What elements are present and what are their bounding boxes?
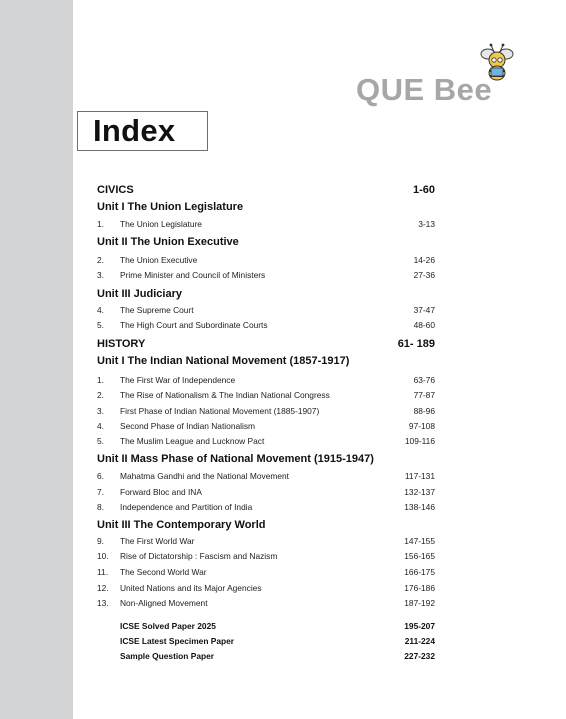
toc-entry-label: The First World War [120, 536, 195, 546]
toc-entry[interactable] [97, 471, 435, 481]
toc-unit-heading[interactable] [97, 519, 435, 531]
toc-entry-number: 3. [97, 406, 104, 416]
toc-extra-entry[interactable] [97, 636, 435, 646]
brand-logo [356, 40, 521, 107]
toc-entry-label: CIVICS [97, 184, 134, 196]
toc-entry[interactable] [97, 375, 435, 385]
toc-entry[interactable] [97, 270, 435, 280]
toc-entry-number: 12. [97, 583, 109, 593]
toc-entry-pages: 187-192 [404, 598, 435, 608]
toc-entry-number: 5. [97, 436, 104, 446]
toc-entry[interactable] [97, 436, 435, 446]
toc-entry-number: 13. [97, 598, 109, 608]
toc-entry-label: First Phase of Indian National Movement (1885-1907) [120, 406, 320, 416]
toc-entry-label: Unit III The Contemporary World [97, 519, 266, 531]
toc-entry-label: ICSE Latest Specimen Paper [120, 636, 235, 646]
toc-entry-number: 9. [97, 536, 104, 546]
toc-entry-number: 7. [97, 487, 104, 497]
toc-entry-pages: 227-232 [404, 651, 435, 661]
toc-entry-label: Sample Question Paper [120, 651, 215, 661]
toc-entry-label: The Rise of Nationalism & The Indian National Congress [120, 390, 330, 400]
toc-entry[interactable] [97, 551, 435, 561]
toc-entry-pages: 176-186 [404, 583, 435, 593]
toc-unit-heading[interactable] [97, 288, 435, 300]
toc-entry-number: 4. [97, 421, 104, 431]
toc-entry-label: The Union Legislature [120, 219, 202, 229]
toc-entry-number: 3. [97, 270, 104, 280]
toc-entry[interactable] [97, 255, 435, 265]
toc-entry-pages: 117-131 [404, 471, 435, 481]
toc-entry-number: 4. [97, 305, 104, 315]
toc-entry[interactable] [97, 487, 435, 497]
toc-entry-number: 1. [97, 375, 104, 385]
toc-entry-pages: 61- 189 [397, 338, 435, 350]
toc-entry[interactable] [97, 583, 435, 593]
toc-entry-pages: 3-13 [418, 219, 435, 229]
toc-entry-number: 2. [97, 255, 104, 265]
toc-extra-entry[interactable] [97, 621, 435, 631]
toc-entry-pages: 166-175 [404, 567, 435, 577]
toc-entry-label: The First War of Independence [120, 375, 236, 385]
toc-section-heading[interactable] [97, 184, 435, 196]
toc-entry-label: Prime Minister and Council of Ministers [120, 270, 266, 280]
brand-name: QUE Bee [356, 72, 493, 107]
toc-entry[interactable] [97, 502, 435, 512]
toc-entry-pages: 37-47 [413, 305, 435, 315]
toc-entry-number: 10. [97, 551, 109, 561]
toc-entry-pages: 88-96 [413, 406, 435, 416]
toc-entry-number: 2. [97, 390, 104, 400]
page-title: Index [93, 113, 176, 148]
toc-entry-label: HISTORY [97, 338, 146, 350]
toc-entry-pages: 27-36 [413, 270, 435, 280]
toc-entry-label: United Nations and its Major Agencies [120, 583, 262, 593]
toc-unit-heading[interactable] [97, 355, 435, 367]
toc-entry-number: 5. [97, 320, 104, 330]
toc-section-heading[interactable] [97, 338, 435, 350]
toc-entry-pages: 195-207 [404, 621, 435, 631]
toc-entry-pages: 14-26 [413, 255, 435, 265]
toc-entry-pages: 211-224 [404, 636, 435, 646]
toc-entry[interactable] [97, 219, 435, 229]
toc-entry[interactable] [97, 536, 435, 546]
toc-extra-entry[interactable] [97, 651, 435, 661]
toc-entry-label: Unit II The Union Executive [97, 236, 239, 248]
toc-entry-pages: 48-60 [413, 320, 435, 330]
toc-entry[interactable] [97, 598, 435, 608]
toc-entry[interactable] [97, 390, 435, 400]
toc-entry-number: 1. [97, 219, 104, 229]
toc-entry[interactable] [97, 567, 435, 577]
toc-entry-pages: 77-87 [413, 390, 435, 400]
toc-entry-label: Independence and Partition of India [120, 502, 253, 512]
toc-entry-number: 8. [97, 502, 104, 512]
toc-entry-label: Mahatma Gandhi and the National Movement [120, 471, 289, 481]
toc-entry-label: Unit III Judiciary [97, 288, 182, 300]
toc-entry-label: ICSE Solved Paper 2025 [120, 621, 216, 631]
toc-entry-pages: 147-155 [404, 536, 435, 546]
toc-entry-label: Unit I The Indian National Movement (1857-1917) [97, 355, 350, 367]
toc-entry-label: Forward Bloc and INA [120, 487, 202, 497]
toc-entry-pages: 1-60 [412, 184, 435, 196]
toc-entry-label: Rise of Dictatorship : Fascism and Nazism [120, 551, 278, 561]
toc-entry[interactable] [97, 406, 435, 416]
toc-unit-heading[interactable] [97, 236, 435, 248]
toc-unit-heading[interactable] [97, 201, 435, 213]
toc-unit-heading[interactable] [97, 453, 435, 465]
toc-entry-number: 11. [97, 567, 109, 577]
toc-entry-pages: 132-137 [404, 487, 435, 497]
toc-entry-pages: 97-108 [408, 421, 435, 431]
toc-entry[interactable] [97, 421, 435, 431]
toc-entry-label: The Supreme Court [120, 305, 194, 315]
toc-entry-label: The Second World War [120, 567, 207, 577]
toc-entry[interactable] [97, 320, 435, 330]
side-strip [0, 0, 73, 719]
toc-entry-label: The Union Executive [120, 255, 198, 265]
toc-entry-label: Unit I The Union Legislature [97, 201, 244, 213]
toc-entry[interactable] [97, 305, 435, 315]
toc-entry-pages: 109-116 [404, 436, 435, 446]
toc-entry-pages: 156-165 [404, 551, 435, 561]
toc-entry-pages: 138-146 [404, 502, 435, 512]
toc-entry-number: 6. [97, 471, 104, 481]
toc-entry-label: Unit II Mass Phase of National Movement (1915-1947) [97, 453, 374, 465]
toc-entry-label: Second Phase of Indian Nationalism [120, 421, 256, 431]
toc-entry-label: The High Court and Subordinate Courts [120, 320, 268, 330]
toc-entry-pages: 63-76 [413, 375, 435, 385]
toc-entry-label: The Muslim League and Lucknow Pact [120, 436, 265, 446]
toc-entry-label: Non-Aligned Movement [120, 598, 208, 608]
